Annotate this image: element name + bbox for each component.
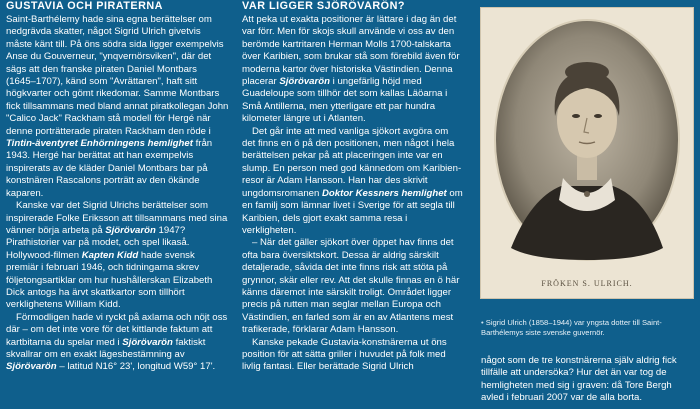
- emphasis: Sjörövarön: [6, 361, 57, 373]
- emphasis: Sjörövarön: [105, 224, 156, 236]
- column-middle: [242, 0, 464, 374]
- photo-label: FRÖKEN S. ULRICH.: [541, 279, 633, 288]
- text: om en familj som lämnar livet i Sverige för att segla till Karibien, dels gjort exakt samma resa i verkligheten.: [242, 187, 463, 236]
- heading-gustavia: GUSTAVIA OCH PIRATERNA: [6, 0, 163, 12]
- paragraph: [242, 126, 464, 238]
- emphasis: Doktor Kessners hemlighet: [322, 187, 447, 199]
- text: Förmodligen hade vi ryckt på axlarna och nöjt oss där – om det inte vore för det kittlande faktum att kartbitarna du spelar med i: [6, 311, 228, 348]
- text: Det går inte att med vanliga sjökort avgöra om det finns en ö på den positionen, men något i hela berättelsen pekar på att placeringen inte var en slump. En person med god kännedom om Karibien-resor är Adam Hansson. Han har des skrivit ungdomsromanen: [242, 125, 462, 199]
- caption-bullet: •: [481, 318, 484, 327]
- text: hade svensk premiär i februari 1946, och tidningarna skrev följetongsartiklar om hur hushållerskan Elizabeth Dick antogs ha ärvt skattkartor som tillhört verklighetens William Kidd.: [6, 249, 213, 311]
- portrait-illustration: [481, 8, 693, 298]
- text: – latitud N16° 23', longitud W59° 17'.: [56, 361, 216, 373]
- text: i ungefärlig höjd med Guadeloupe som tillhör det som kallas Läöarna i Små Antillerna, men ytterligare ett par hundra kilometer längre ut i Atlanten.: [242, 76, 448, 125]
- text: 1947? Pirathistorier var på modet, och spel likaså. Hollywood-filmen: [6, 224, 190, 261]
- emphasis: Tintin-äventyret Enhörningens hemlighet: [6, 138, 193, 150]
- paragraph: [242, 237, 464, 336]
- caption-text: Sigrid Ulrich (1858–1944) var yngsta dotter till Saint-Barthélemys siste svenske guvernör.: [481, 318, 662, 337]
- text: Saint-Barthélemy hade sina egna berättelser om nedgrävda skatter, något Sigrid Ulrich givetvis måste känt till. På öns södra sida ligger exempelvis Anse du Gouverneur, "ynqvernörsviken", där det sägs att den franske piraten Daniel Montbars (1645–1707), känd som "Avrättaren", haft sitt högkvarter och gömt rikedomar. Samme Montbars fick tillsammans med bland annat piratkollegan John "Calico Jack" Rackham stå modell för Hergé när denne porträtterade piraten Rackham den röde i: [6, 14, 229, 137]
- emphasis: Sjörövarön: [279, 76, 330, 88]
- text: Kanske var det Sigrid Ulrichs berättelser som inspirerade Folke Eriksson att tillsammans med sina vänner börja arbeta på: [6, 200, 228, 236]
- text: Att peka ut exakta positioner är lättare i dag än det var förr. Men för skojs skull använde vi oss av den berömde kartritaren Herman Molls 1700-talskarta över Karibien, som brukar stå som förebild även för moderna kartor över historiska Västindien. Denna placerar: [242, 14, 460, 88]
- text: – När det gäller sjökort över öppet hav finns det ofta bara översiktskort. Dessa är aldrig särskilt detaljerade, såvida det inte finns risk att stöta på grynnor, skär eller rev. Att det skulle finnas en ö här känns däremot inte särskilt troligt. Området ligger precis på rutten man seglar mellan Europa och Västindien, en farled som är en av Atlantens mest trafikerade, förklarar Adam Hansson.: [242, 237, 460, 336]
- paragraph: [242, 14, 464, 126]
- paragraph: något som de tre konstnärerna själv aldrig fick tillfälle att undersöka? Hur det än var tog de hemligheten med sig i graven: då Tore Bergh avled i februari 2007 var de alla borta.: [481, 355, 677, 404]
- photo-caption: [481, 318, 693, 338]
- column-right-continuation: [481, 355, 696, 405]
- text: från 1943. Hergé har berättat att han exempelvis inspirerats av de kläder Daniel Montbars bar på konstnären Rascalons porträtt av den ökände kaparen.: [6, 138, 213, 199]
- text: Kanske pekade Gustavia-konstnärerna ut öns position för att sätta griller i huvudet på folk med livlig fantasi. Eller berättade Sigrid Ulrich: [242, 336, 447, 373]
- paragraph: [6, 200, 229, 312]
- paragraph: [6, 14, 229, 200]
- emphasis: Kapten Kidd: [81, 249, 139, 261]
- heading-var-ligger: VAR LIGGER SJÖRÖVARÖN?: [242, 0, 405, 12]
- portrait-photo: [480, 7, 694, 299]
- text: faktiskt skvallrar om en exakt lägesbestämning av: [6, 336, 206, 360]
- emphasis: Sjörövarön: [122, 336, 173, 348]
- paragraph: [6, 312, 229, 374]
- paragraph: [242, 337, 464, 374]
- column-left: [6, 0, 229, 374]
